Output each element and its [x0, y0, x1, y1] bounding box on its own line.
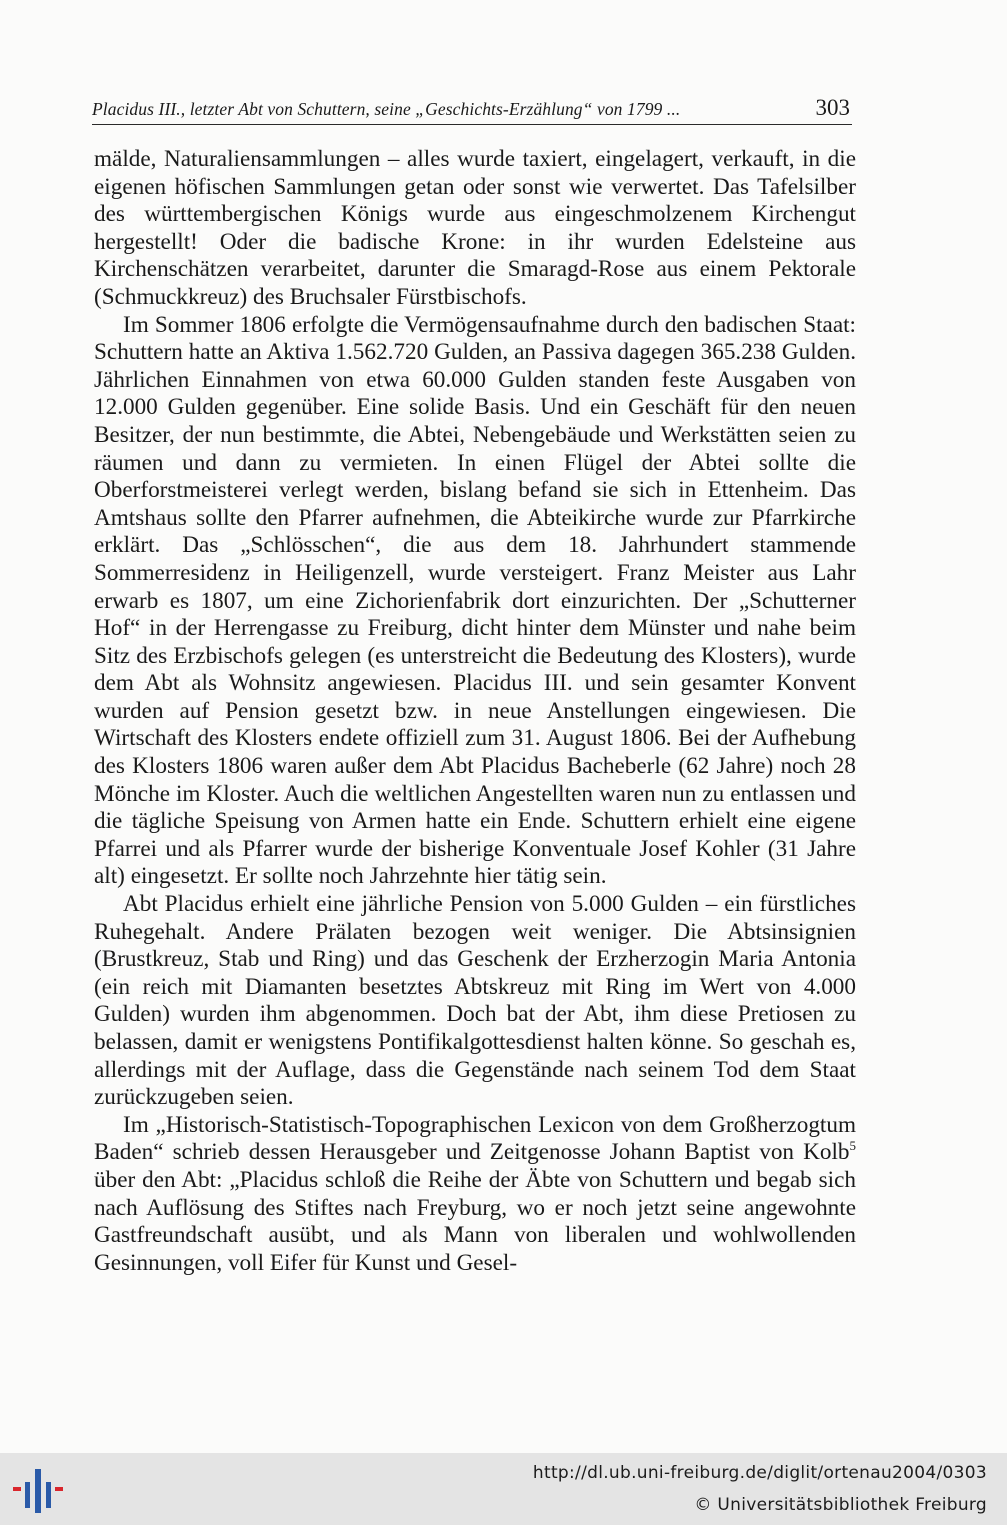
paragraph-4-text-a: Im „Historisch-Statistisch-Topographischen Lexicon von dem Großherzogtum Baden“ schrieb dessen Herausgeber und Zeitgenosse Johann Baptist von Kolb — [94, 1111, 856, 1166]
running-header — [92, 88, 852, 125]
paragraph-4 — [94, 1112, 856, 1278]
copyright-notice: © Universitätsbibliothek Freiburg — [694, 1495, 987, 1515]
page-number: 303 — [815, 95, 850, 120]
paragraph-3: Abt Placidus erhielt eine jährliche Pension von 5.000 Gulden – ein fürstliches Ruhegehalt. Andere Prälaten bezogen weit weniger. Die Abtsinsignien (Brustkreuz, Stab und Ring) und das Geschenk der Erzherzogin Maria Antonia (ein reich mit Diamanten besetztes Abtskreuz mit Ring im Wert von 4.000 Gulden) wurden ihm abgenommen. Doch bat der Abt, ihm diese Pretiosen zu belassen, damit er wenigstens Pontifikalgottesdienst halten könne. So geschah es, allerdings mit der Auflage, dass die Gegenstände nach seinem Tod dem Staat zurückzugeben seien. — [94, 891, 856, 1111]
ub-freiburg-logo-icon — [13, 1463, 65, 1515]
paragraph-2: Im Sommer 1806 erfolgte die Vermögensaufnahme durch den badischen Staat: Schuttern hatte an Aktiva 1.562.720 Gulden, an Passiva dagegen 365.238 Gulden. Jährlichen Einnahmen von etwa 60.000 Gulden standen feste Ausgaben von 12.000 Gulden gegenüber. Eine solide Basis. Und ein Geschäft für den neuen Besitzer, der nun bestimmte, die Abtei, Nebengebäude und Werkstätten seien zu räumen und dann zu vermieten. In einen Flügel der Abtei sollte die Oberforstmeisterei verlegt werden, bislang befand sie sich in Ettenheim. Das Amtshaus sollte den Pfarrer aufnehmen, die Abteikirche wurde zur Pfarrkirche erklärt. Das „Schlösschen“, die aus dem 18. Jahrhundert stammende Sommerresidenz in Heiligenzell, wurde versteigert. Franz Meister aus Lahr erwarb es 1807, um eine Zichorienfabrik dort einzurichten. Der „Schutterner Hof“ in der Herrengasse zu Freiburg, dicht hinter dem Münster und nahe beim Sitz des Erzbischofs gelegen (es unterstreicht die Bedeutung des Klosters), wurde dem Abt als Wohnsitz angewiesen. Placidus III. und sein gesamter Konvent wurden auf Pension gesetzt bzw. in neue Anstellungen eingewiesen. Die Wirtschaft des Klosters endete offiziell zum 31. August 1806. Bei der Aufhebung des Klosters 1806 waren außer dem Abt Placidus Bacheberle (62 Jahre) noch 28 Mönche im Kloster. Auch die weltlichen Angestellten waren nun zu entlassen und die tägliche Speisung von Armen hatte ein Ende. Schuttern erhielt eine eigene Pfarrei und als Pfarrer wurde der bisherige Konventuale Josef Kohler (31 Jahre alt) eingesetzt. Er sollte noch Jahrzehnte hier tätig sein. — [94, 311, 856, 890]
paragraph-1: mälde, Naturaliensammlungen – alles wurde taxiert, eingelagert, verkauft, in die eigenen höfischen Sammlungen getan oder sonst wie verwertet. Das Tafelsilber des württembergischen Königs wurde aus eingeschmolzenem Kirchengut hergestellt! Oder die badische Krone: in ihr wurden Edelsteine aus Kirchenschätzen verarbeitet, darunter die Smaragd-Rose aus einem Pektorale (Schmuckkreuz) des Bruchsaler Fürstbischofs. — [94, 146, 856, 310]
running-title: Placidus III., letzter Abt von Schuttern, seine „Geschichts-Erzählung“ von 1799 ... — [92, 99, 681, 119]
paragraph-4-text-b: über den Abt: „Placidus schloß die Reihe der Äbte von Schuttern und begab sich nach Auflösung des Stiftes nach Freyburg, wo er noch jetzt seine angewohnte Gastfreundschaft ausübt, und als Mann von liberalen und wohlwollenden Gesinnungen, voll Eifer für Kunst und Gesel- — [94, 1166, 856, 1276]
body-text — [94, 146, 856, 1277]
footnote-reference: 5 — [849, 1138, 856, 1154]
permalink-link[interactable]: http://dl.ub.uni-freiburg.de/diglit/ortenau2004/0303 — [532, 1463, 987, 1483]
viewer-footer — [0, 1453, 1007, 1525]
